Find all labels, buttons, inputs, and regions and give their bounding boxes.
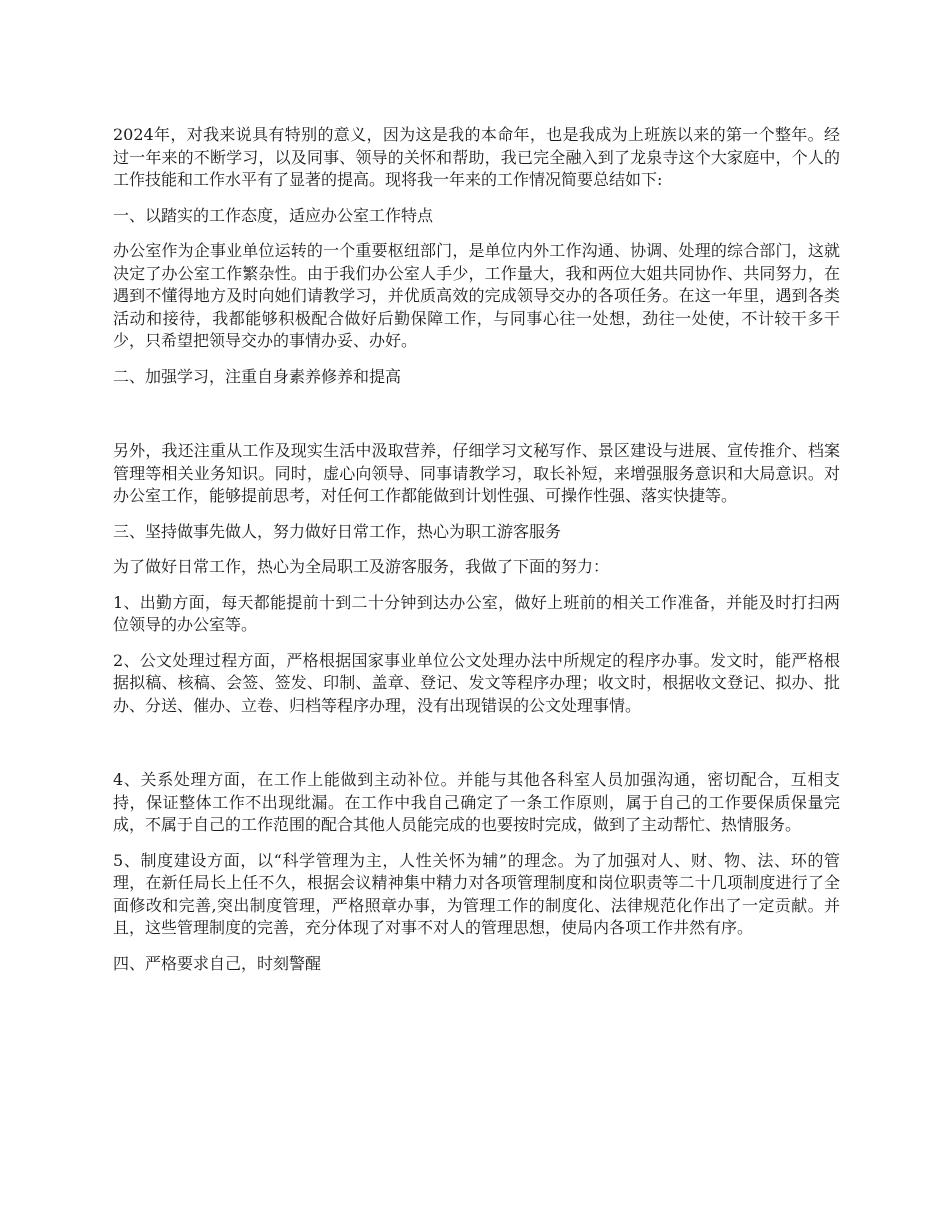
list-item-4: 4、关系处理方面，在工作上能做到主动补位。并能与其他各科室人员加强沟通，密切配合，互相支持，保证整体工作不出现纰漏。在工作中我自己确定了一条工作原则，属于自己的工作要保质保量完成，不属于自己的工作范围的配合其他人员能完成的也要按时完成，做到了主动帮忙、热情服务。 bbox=[113, 770, 840, 834]
list-item-1: 1、出勤方面，每天都能提前十到二十分钟到达办公室，做好上班前的相关工作准备，并能及时打扫两位领导的办公室等。 bbox=[113, 592, 840, 634]
section-1-heading: 一、以踏实的工作态度，适应办公室工作特点 bbox=[113, 205, 434, 225]
blank-spacer bbox=[113, 730, 840, 769]
section-3-intro: 为了做好日常工作，热心为全局职工及游客服务，我做了下面的努力： bbox=[113, 557, 610, 576]
section-4-heading: 四、严格要求自己，时刻警醒 bbox=[113, 953, 322, 973]
list-item-5: 5、制度建设方面，以“科学管理为主，人性关怀为辅”的理念。为了加强对人、财、物、法、环的管理，在新任局长上任不久，根据会议精神集中精力对各项管理制度和岗位职责等二十几项制度进行了全面修改和完善,突出制度管理，严格照章办事，为管理工作的制度化、法律规范化作出了一定贡献。并且，这些管理制度的完善，充分体现了对事不对人的管理思想，使局内各项工作井然有序。 bbox=[113, 850, 840, 937]
document-body bbox=[113, 124, 840, 988]
section-3-heading: 三、坚持做事先做人，努力做好日常工作，热心为职工游客服务 bbox=[113, 521, 562, 541]
blank-spacer bbox=[113, 401, 840, 440]
section-2-paragraph: 另外，我还注重从工作及现实生活中汲取营养，仔细学习文秘写作、景区建设与进展、宣传推介、档案管理等相关业务知识。同时，虚心向领导、同事请教学习，取长补短，来增强服务意识和大局意识。对办公室工作，能够提前思考，对任何工作都能做到计划性强、可操作性强、落实快捷等。 bbox=[113, 441, 840, 505]
section-1-paragraph: 办公室作为企事业单位运转的一个重要枢纽部门，是单位内外工作沟通、协调、处理的综合部门，这就决定了办公室工作繁杂性。由于我们办公室人手少，工作量大，我和两位大姐共同协作、共同努力，在遇到不懂得地方及时向她们请教学习，并优质高效的完成领导交办的各项任务。在这一年里，遇到各类活动和接待，我都能够积极配合做好后勤保障工作，与同事心往一处想，劲往一处使，不计较干多干少，只希望把领导交办的事情办妥、办好。 bbox=[113, 241, 840, 350]
section-2-heading: 二、加强学习，注重自身素养修养和提高 bbox=[113, 366, 402, 386]
intro-paragraph: 2024年，对我来说具有特别的意义，因为这是我的本命年，也是我成为上班族以来的第一个整年。经过一年来的不断学习，以及同事、领导的关怀和帮助，我已完全融入到了龙泉寺这个大家庭中，个人的工作技能和工作水平有了显著的提高。现将我一年来的工作情况简要总结如下: bbox=[113, 125, 840, 189]
list-item-2: 2、公文处理过程方面，严格根据国家事业单位公文处理办法中所规定的程序办事。发文时，能严格根据拟稿、核稿、会签、签发、印制、盖章、登记、发文等程序办理；收文时，根据收文登记、拟办、批办、分送、催办、立卷、归档等程序办理，没有出现错误的公文处理事情。 bbox=[113, 650, 840, 715]
